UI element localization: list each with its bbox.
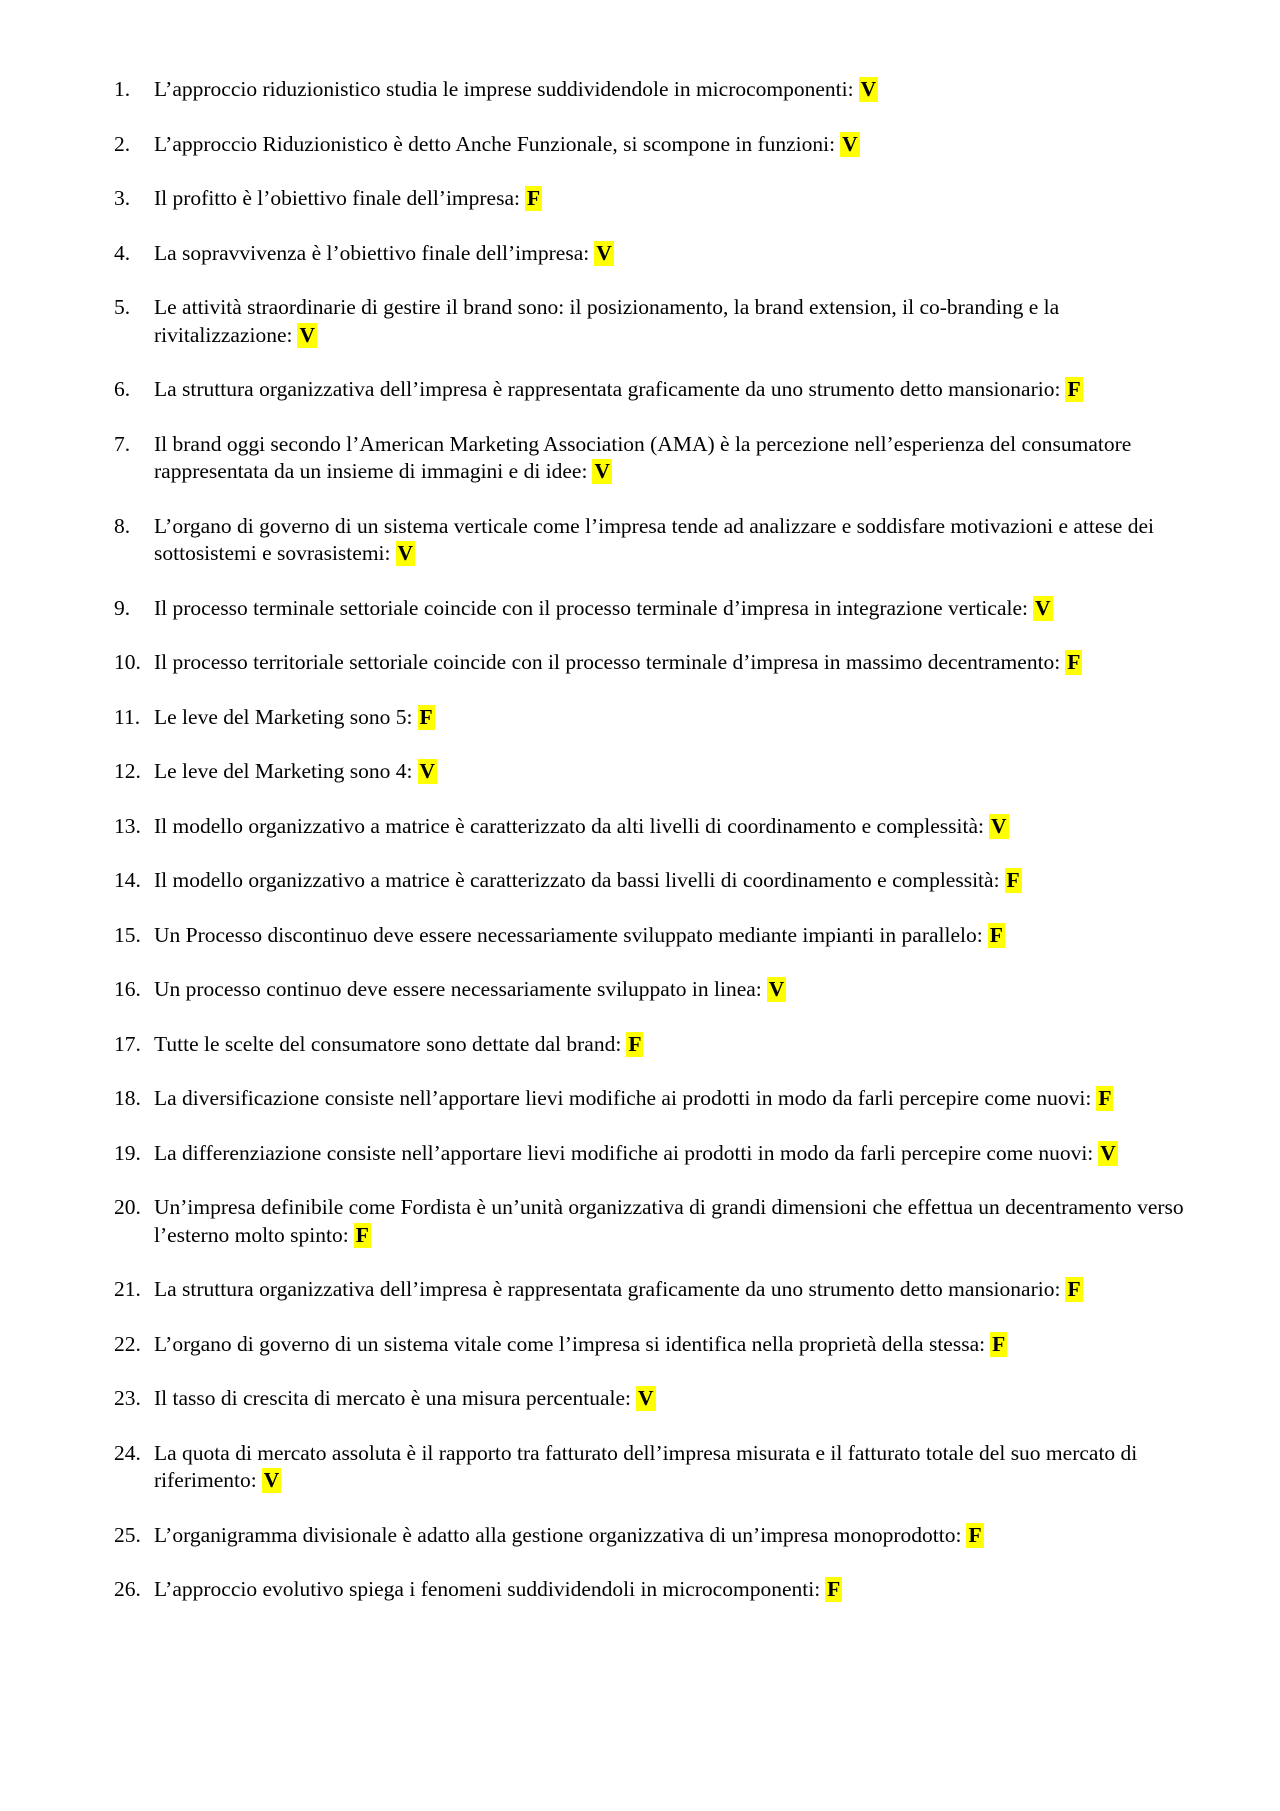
answer-badge: F (1006, 868, 1020, 892)
answer-badge: F (1098, 1086, 1112, 1110)
question-text: Il modello organizzativo a matrice è caratterizzato da bassi livelli di coordinamento e complessità: (154, 868, 1000, 892)
question-item (114, 1031, 1194, 1059)
answer-badge: F (989, 922, 1003, 947)
question-number: 11. (114, 704, 141, 729)
question-item (114, 976, 1194, 1004)
question-text: La struttura organizzativa dell’impresa è rappresentata graficamente da uno strumento detto mansionario: (154, 377, 1061, 401)
question-number: 3. (114, 186, 131, 210)
answer-badge: F (1067, 1277, 1081, 1301)
answer-badge: F (1067, 650, 1081, 674)
question-item (114, 1440, 1194, 1495)
answer-badge: V (299, 322, 316, 347)
answer-badge: V (768, 977, 785, 1001)
question-number: 14. (114, 868, 141, 892)
question-text: L’approccio evolutivo spiega i fenomeni suddividendoli in microcomponenti: (154, 1577, 821, 1601)
question-text: Un processo continuo deve essere necessariamente sviluppato in linea: (154, 977, 762, 1001)
answer-badge: V (1034, 595, 1051, 620)
question-number: 9. (114, 595, 131, 620)
question-item (114, 867, 1194, 895)
question-item (114, 922, 1194, 950)
question-item (114, 1385, 1194, 1413)
question-item (114, 758, 1194, 786)
question-number: 12. (114, 759, 141, 783)
question-text: La differenziazione consiste nell’apportare lievi modifiche ai prodotti in modo da farli percepire come nuovi: (154, 1140, 1094, 1165)
question-item (114, 704, 1194, 732)
question-number: 5. (114, 295, 131, 319)
question-text: Un Processo discontinuo deve essere necessariamente sviluppato mediante impianti in parallelo: (154, 922, 983, 947)
question-text: Tutte le scelte del consumatore sono dettate dal brand: (154, 1031, 622, 1056)
question-text: Le attività straordinarie di gestire il brand sono: il posizionamento, la brand extension, il co-branding e la rivitalizzazione: (154, 295, 1060, 347)
question-item (114, 1576, 1194, 1604)
question-text: La struttura organizzativa dell’impresa è rappresentata graficamente da uno strumento detto mansionario: (154, 1277, 1061, 1301)
answer-badge: F (968, 1522, 982, 1547)
answer-badge: F (1067, 377, 1081, 401)
question-number: 4. (114, 240, 131, 265)
answer-badge: V (860, 77, 877, 101)
question-number: 16. (114, 977, 141, 1001)
question-text: La sopravvivenza è l’obiettivo finale dell’impresa: (154, 240, 590, 265)
answer-badge: V (419, 759, 436, 783)
question-number: 15. (114, 922, 141, 947)
question-text: Il tasso di crescita di mercato è una misura percentuale: (154, 1386, 631, 1410)
question-item (114, 1085, 1194, 1113)
question-number: 20. (114, 1195, 141, 1219)
question-number: 10. (114, 650, 141, 674)
question-item (114, 1276, 1194, 1304)
question-text: L’organo di governo di un sistema vitale come l’impresa si identifica nella proprietà della stessa: (154, 1331, 986, 1356)
answer-badge: V (263, 1468, 280, 1492)
question-item (114, 76, 1194, 104)
question-text: Un’impresa definibile come Fordista è un’unità organizzativa di grandi dimensioni che effettua un decentramento verso l’esterno molto spinto: (154, 1195, 1184, 1247)
question-item (114, 1140, 1194, 1168)
answer-badge: F (628, 1031, 642, 1056)
question-number: 8. (114, 513, 131, 538)
question-number: 21. (114, 1277, 141, 1301)
answer-badge: V (991, 813, 1007, 838)
question-number: 24. (114, 1440, 141, 1465)
question-number: 19. (114, 1140, 141, 1165)
question-text: Il processo territoriale settoriale coincide con il processo terminale d’impresa in massimo decentramento: (154, 650, 1061, 674)
question-text: Il processo terminale settoriale coincide con il processo terminale d’impresa in integrazione verticale: (154, 595, 1028, 620)
question-text: L’organigramma divisionale è adatto alla gestione organizzativa di un’impresa monoprodotto: (154, 1522, 962, 1547)
question-item (114, 1522, 1194, 1550)
question-number: 2. (114, 131, 131, 156)
question-item (114, 595, 1194, 623)
question-list (114, 76, 1194, 1631)
question-number: 22. (114, 1331, 141, 1356)
question-number: 18. (114, 1086, 141, 1110)
question-number: 25. (114, 1522, 141, 1547)
answer-badge: F (419, 704, 433, 729)
question-item (114, 431, 1194, 486)
question-text: Le leve del Marketing sono 4: (154, 759, 413, 783)
question-item (114, 813, 1194, 841)
question-text: La diversificazione consiste nell’apportare lievi modifiche ai prodotti in modo da farli percepire come nuovi: (154, 1086, 1092, 1110)
question-number: 1. (114, 77, 131, 101)
question-text: Il modello organizzativo a matrice è caratterizzato da alti livelli di coordinamento e complessità: (154, 813, 985, 838)
question-item (114, 294, 1194, 349)
answer-badge: V (842, 131, 858, 156)
question-number: 13. (114, 813, 141, 838)
answer-badge: F (355, 1222, 369, 1247)
answer-badge: V (637, 1386, 654, 1410)
question-text: L’organo di governo di un sistema verticale come l’impresa tende ad analizzare e soddisfare motivazioni e attese dei sottosistemi e sovrasistemi: (154, 513, 1154, 565)
question-text: Il brand oggi secondo l’American Marketing Association (AMA) è la percezione nell’esperienza del consumatore rappresentata da un insieme di immagini e di idee: (154, 431, 1132, 483)
question-item (114, 376, 1194, 404)
question-number: 6. (114, 377, 131, 401)
answer-badge: V (1100, 1140, 1116, 1165)
question-number: 26. (114, 1577, 141, 1601)
answer-badge: F (526, 186, 541, 210)
question-item (114, 240, 1194, 268)
answer-badge: F (827, 1577, 841, 1601)
question-text: Il profitto è l’obiettivo finale dell’impresa: (154, 186, 520, 210)
question-text: L’approccio riduzionistico studia le imprese suddividendole in microcomponenti: (154, 77, 854, 101)
question-text: L’approccio Riduzionistico è detto Anche Funzionale, si scompone in funzioni: (154, 131, 836, 156)
answer-badge: V (397, 541, 414, 565)
question-text: Le leve del Marketing sono 5: (154, 704, 413, 729)
answer-badge: V (596, 240, 612, 265)
question-number: 7. (114, 431, 131, 456)
answer-badge: F (992, 1331, 1006, 1356)
question-item (114, 649, 1194, 677)
question-item (114, 131, 1194, 159)
question-number: 17. (114, 1031, 141, 1056)
question-text: La quota di mercato assoluta è il rapporto tra fatturato dell’impresa misurata e il fatturato totale del suo mercato di riferimento: (154, 1440, 1138, 1492)
answer-badge: V (594, 459, 610, 483)
question-number: 23. (114, 1386, 141, 1410)
question-item (114, 185, 1194, 213)
question-item (114, 1331, 1194, 1359)
question-item (114, 513, 1194, 568)
question-item (114, 1194, 1194, 1249)
